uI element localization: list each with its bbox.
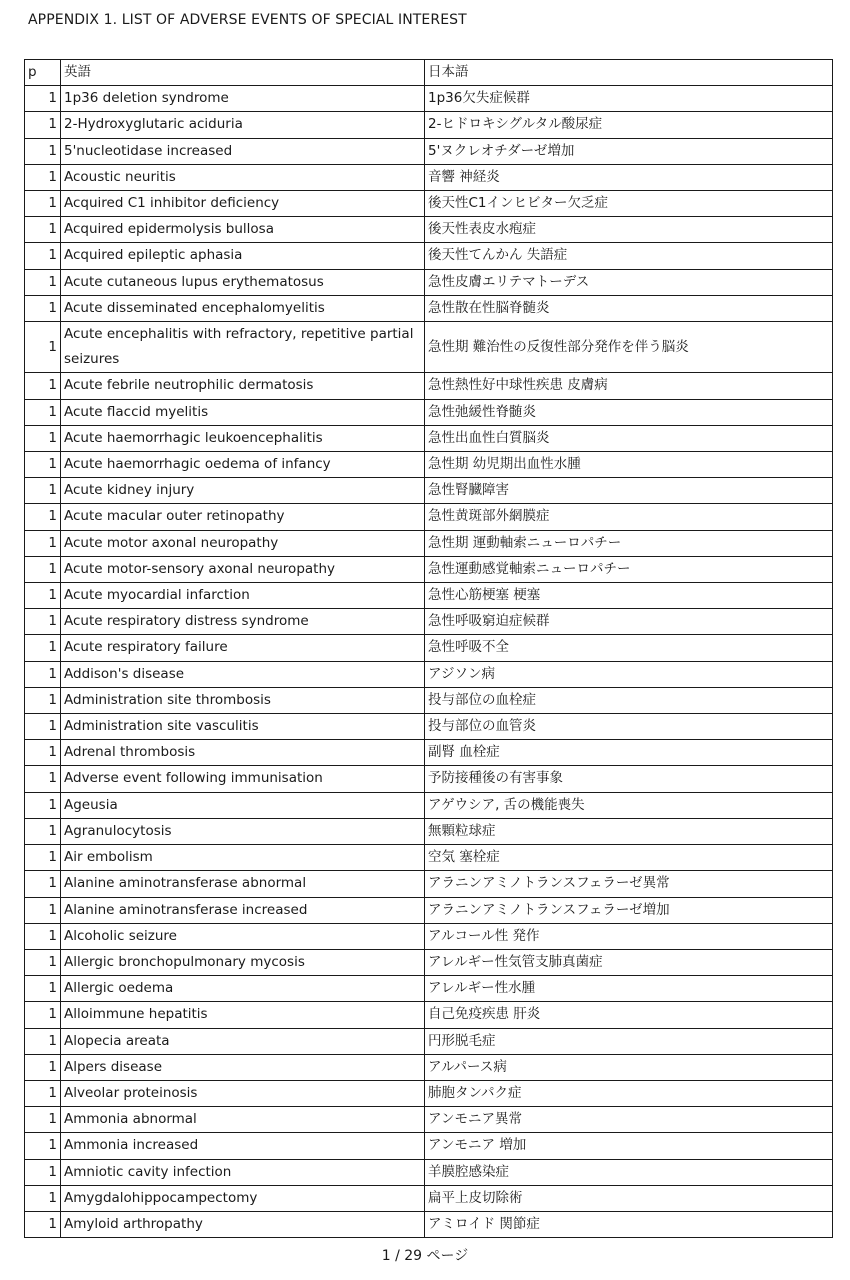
cell-p: 1: [25, 86, 61, 112]
table-row: [25, 164, 833, 190]
cell-p: 1: [25, 478, 61, 504]
cell-english-term: Alcoholic seizure: [61, 923, 425, 949]
cell-p: 1: [25, 818, 61, 844]
cell-english-term: Acoustic neuritis: [61, 164, 425, 190]
cell-japanese-term: 後天性表皮水疱症: [425, 217, 833, 243]
cell-p: 1: [25, 871, 61, 897]
table-row: [25, 818, 833, 844]
cell-japanese-term: 急性皮膚エリテマトーデス: [425, 269, 833, 295]
cell-english-term: Alveolar proteinosis: [61, 1080, 425, 1106]
cell-japanese-term: アルパース病: [425, 1054, 833, 1080]
cell-p: 1: [25, 1211, 61, 1237]
cell-japanese-term: 投与部位の血栓症: [425, 687, 833, 713]
cell-p: 1: [25, 191, 61, 217]
table-row: [25, 687, 833, 713]
table-row: [25, 269, 833, 295]
cell-p: 1: [25, 976, 61, 1002]
cell-english-term: Acute flaccid myelitis: [61, 399, 425, 425]
table-row: [25, 295, 833, 321]
table-row: [25, 1133, 833, 1159]
cell-english-term: 1p36 deletion syndrome: [61, 86, 425, 112]
cell-english-term: Acute myocardial infarction: [61, 583, 425, 609]
cell-english-term: Acute macular outer retinopathy: [61, 504, 425, 530]
table-row: [25, 871, 833, 897]
cell-japanese-term: 肺胞タンパク症: [425, 1080, 833, 1106]
cell-english-term: Alanine aminotransferase abnormal: [61, 871, 425, 897]
cell-p: 1: [25, 164, 61, 190]
table-row: [25, 1107, 833, 1133]
cell-japanese-term: 急性呼吸窮迫症候群: [425, 609, 833, 635]
cell-english-term: Alloimmune hepatitis: [61, 1002, 425, 1028]
header-japanese: 日本語: [425, 60, 833, 86]
cell-japanese-term: 急性黄斑部外網膜症: [425, 504, 833, 530]
cell-english-term: Acquired epidermolysis bullosa: [61, 217, 425, 243]
cell-p: 1: [25, 1002, 61, 1028]
cell-english-term: Acute cutaneous lupus erythematosus: [61, 269, 425, 295]
cell-p: 1: [25, 322, 61, 373]
cell-english-term: 2-Hydroxyglutaric aciduria: [61, 112, 425, 138]
cell-p: 1: [25, 1028, 61, 1054]
cell-p: 1: [25, 1054, 61, 1080]
cell-japanese-term: アラニンアミノトランスフェラーゼ増加: [425, 897, 833, 923]
cell-english-term: Acute respiratory failure: [61, 635, 425, 661]
table-header-row: [25, 60, 833, 86]
cell-p: 1: [25, 1080, 61, 1106]
cell-english-term: Acute encephalitis with refractory, repetitive partial seizures: [61, 322, 425, 373]
cell-japanese-term: アジソン病: [425, 661, 833, 687]
cell-english-term: Acute disseminated encephalomyelitis: [61, 295, 425, 321]
cell-english-term: Acute motor axonal neuropathy: [61, 530, 425, 556]
cell-japanese-term: 1p36欠失症候群: [425, 86, 833, 112]
cell-english-term: Amyloid arthropathy: [61, 1211, 425, 1237]
cell-japanese-term: 急性期 難治性の反復性部分発作を伴う脳炎: [425, 322, 833, 373]
cell-japanese-term: アゲウシア, 舌の機能喪失: [425, 792, 833, 818]
table-row: [25, 661, 833, 687]
cell-english-term: Acute motor-sensory axonal neuropathy: [61, 556, 425, 582]
table-row: [25, 949, 833, 975]
cell-english-term: Acute kidney injury: [61, 478, 425, 504]
cell-english-term: Acute haemorrhagic oedema of infancy: [61, 452, 425, 478]
cell-japanese-term: 急性散在性脳脊髄炎: [425, 295, 833, 321]
table-row: [25, 322, 833, 373]
cell-p: 1: [25, 766, 61, 792]
table-row: [25, 635, 833, 661]
cell-english-term: Air embolism: [61, 845, 425, 871]
cell-english-term: Alpers disease: [61, 1054, 425, 1080]
header-p: p: [25, 60, 61, 86]
cell-japanese-term: 急性熱性好中球性疾患 皮膚病: [425, 373, 833, 399]
table-row: [25, 530, 833, 556]
cell-p: 1: [25, 295, 61, 321]
cell-p: 1: [25, 112, 61, 138]
cell-japanese-term: 予防接種後の有害事象: [425, 766, 833, 792]
cell-p: 1: [25, 609, 61, 635]
cell-japanese-term: 後天性てんかん 失語症: [425, 243, 833, 269]
table-row: [25, 217, 833, 243]
table-row: [25, 243, 833, 269]
table-row: [25, 1002, 833, 1028]
table-row: [25, 1185, 833, 1211]
table-row: [25, 1211, 833, 1237]
cell-p: 1: [25, 269, 61, 295]
cell-p: 1: [25, 1133, 61, 1159]
table-row: [25, 845, 833, 871]
adverse-events-table-container: [24, 59, 832, 1238]
cell-japanese-term: 扁平上皮切除術: [425, 1185, 833, 1211]
table-row: [25, 373, 833, 399]
cell-japanese-term: アルコール性 発作: [425, 923, 833, 949]
cell-p: 1: [25, 452, 61, 478]
cell-japanese-term: 急性腎臓障害: [425, 478, 833, 504]
table-row: [25, 1159, 833, 1185]
table-row: [25, 976, 833, 1002]
cell-p: 1: [25, 217, 61, 243]
cell-english-term: 5'nucleotidase increased: [61, 138, 425, 164]
table-row: [25, 1080, 833, 1106]
cell-p: 1: [25, 1185, 61, 1211]
cell-p: 1: [25, 583, 61, 609]
cell-japanese-term: 羊膜腔感染症: [425, 1159, 833, 1185]
adverse-events-table: [24, 59, 833, 1238]
table-row: [25, 792, 833, 818]
cell-japanese-term: 急性期 幼児期出血性水腫: [425, 452, 833, 478]
table-body: [25, 86, 833, 1238]
table-row: [25, 478, 833, 504]
cell-p: 1: [25, 897, 61, 923]
cell-p: 1: [25, 635, 61, 661]
cell-japanese-term: 5'ヌクレオチダーゼ増加: [425, 138, 833, 164]
cell-english-term: Acquired C1 inhibitor deficiency: [61, 191, 425, 217]
table-row: [25, 399, 833, 425]
cell-p: 1: [25, 792, 61, 818]
cell-p: 1: [25, 845, 61, 871]
cell-p: 1: [25, 425, 61, 451]
table-row: [25, 138, 833, 164]
cell-english-term: Agranulocytosis: [61, 818, 425, 844]
cell-japanese-term: アミロイド 関節症: [425, 1211, 833, 1237]
cell-p: 1: [25, 530, 61, 556]
cell-japanese-term: 急性呼吸不全: [425, 635, 833, 661]
cell-p: 1: [25, 1159, 61, 1185]
cell-japanese-term: 自己免疫疾患 肝炎: [425, 1002, 833, 1028]
cell-japanese-term: アレルギー性水腫: [425, 976, 833, 1002]
cell-japanese-term: 後天性C1インヒビター欠乏症: [425, 191, 833, 217]
cell-p: 1: [25, 1107, 61, 1133]
cell-english-term: Ageusia: [61, 792, 425, 818]
cell-p: 1: [25, 949, 61, 975]
table-row: [25, 714, 833, 740]
cell-english-term: Acquired epileptic aphasia: [61, 243, 425, 269]
cell-english-term: Acute febrile neutrophilic dermatosis: [61, 373, 425, 399]
cell-japanese-term: 急性運動感覚軸索ニューロパチー: [425, 556, 833, 582]
page-number: 1 / 29 ページ: [381, 1248, 469, 1264]
cell-p: 1: [25, 243, 61, 269]
cell-p: 1: [25, 923, 61, 949]
cell-japanese-term: 急性出血性白質脳炎: [425, 425, 833, 451]
cell-japanese-term: 音響 神経炎: [425, 164, 833, 190]
cell-english-term: Allergic oedema: [61, 976, 425, 1002]
cell-japanese-term: 円形脱毛症: [425, 1028, 833, 1054]
cell-japanese-term: アンモニア異常: [425, 1107, 833, 1133]
cell-japanese-term: 急性心筋梗塞 梗塞: [425, 583, 833, 609]
table-row: [25, 191, 833, 217]
cell-p: 1: [25, 740, 61, 766]
table-row: [25, 556, 833, 582]
cell-p: 1: [25, 661, 61, 687]
cell-japanese-term: 急性期 運動軸索ニューロパチー: [425, 530, 833, 556]
cell-japanese-term: 急性弛緩性脊髄炎: [425, 399, 833, 425]
cell-english-term: Alopecia areata: [61, 1028, 425, 1054]
cell-p: 1: [25, 556, 61, 582]
cell-japanese-term: アレルギー性気管支肺真菌症: [425, 949, 833, 975]
table-row: [25, 766, 833, 792]
cell-p: 1: [25, 714, 61, 740]
cell-p: 1: [25, 687, 61, 713]
cell-japanese-term: アンモニア 増加: [425, 1133, 833, 1159]
table-row: [25, 86, 833, 112]
cell-p: 1: [25, 504, 61, 530]
table-row: [25, 923, 833, 949]
page-title: APPENDIX 1. LIST OF ADVERSE EVENTS OF SPECIAL INTEREST: [28, 12, 467, 28]
table-row: [25, 583, 833, 609]
table-row: [25, 609, 833, 635]
table-row: [25, 897, 833, 923]
cell-japanese-term: 2-ヒドロキシグルタル酸尿症: [425, 112, 833, 138]
cell-english-term: Amygdalohippocampectomy: [61, 1185, 425, 1211]
table-row: [25, 112, 833, 138]
header-english: 英語: [61, 60, 425, 86]
cell-english-term: Administration site thrombosis: [61, 687, 425, 713]
cell-english-term: Amniotic cavity infection: [61, 1159, 425, 1185]
cell-japanese-term: 投与部位の血管炎: [425, 714, 833, 740]
cell-p: 1: [25, 373, 61, 399]
cell-english-term: Administration site vasculitis: [61, 714, 425, 740]
cell-p: 1: [25, 399, 61, 425]
cell-japanese-term: 空気 塞栓症: [425, 845, 833, 871]
cell-japanese-term: 副腎 血栓症: [425, 740, 833, 766]
table-row: [25, 452, 833, 478]
cell-english-term: Addison's disease: [61, 661, 425, 687]
cell-english-term: Ammonia increased: [61, 1133, 425, 1159]
cell-english-term: Adrenal thrombosis: [61, 740, 425, 766]
cell-english-term: Acute haemorrhagic leukoencephalitis: [61, 425, 425, 451]
cell-english-term: Adverse event following immunisation: [61, 766, 425, 792]
table-row: [25, 504, 833, 530]
cell-p: 1: [25, 138, 61, 164]
cell-english-term: Acute respiratory distress syndrome: [61, 609, 425, 635]
cell-english-term: Ammonia abnormal: [61, 1107, 425, 1133]
cell-japanese-term: 無顆粒球症: [425, 818, 833, 844]
table-row: [25, 1054, 833, 1080]
cell-english-term: Allergic bronchopulmonary mycosis: [61, 949, 425, 975]
table-row: [25, 740, 833, 766]
table-row: [25, 425, 833, 451]
cell-japanese-term: アラニンアミノトランスフェラーゼ異常: [425, 871, 833, 897]
cell-english-term: Alanine aminotransferase increased: [61, 897, 425, 923]
table-row: [25, 1028, 833, 1054]
